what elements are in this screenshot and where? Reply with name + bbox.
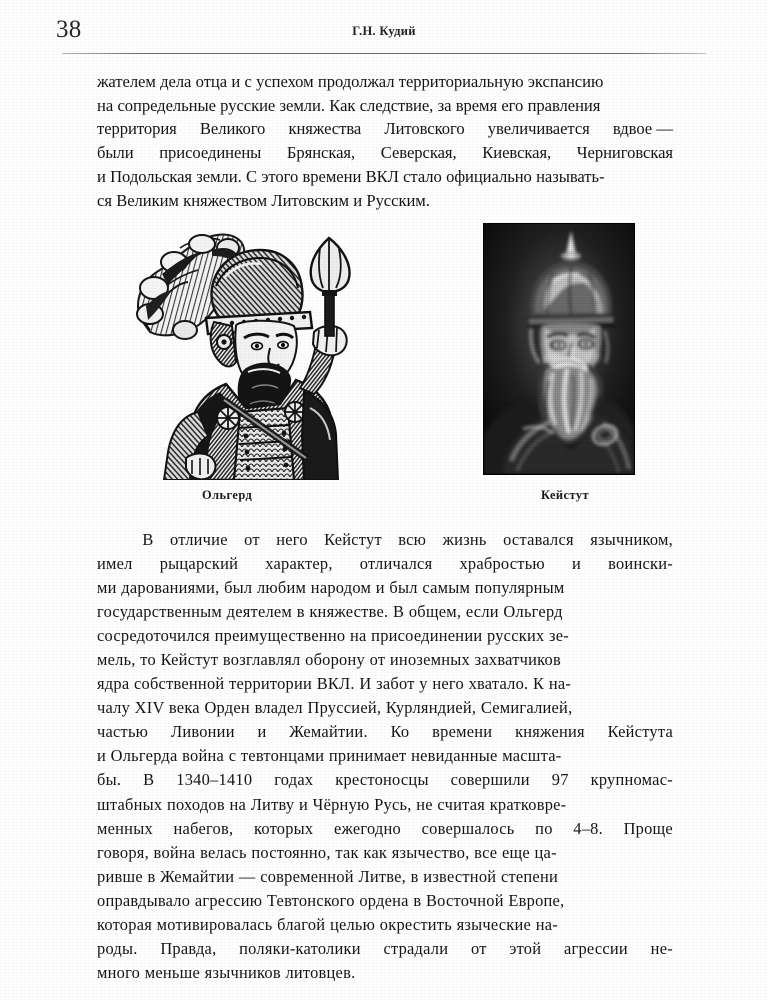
text-line: оправдывало агрессию Тевтонского ордена в Восточной Европе, — [97, 890, 565, 910]
text-line: ривше в Жемайтии — современной Литве, в известной степени — [97, 866, 558, 886]
figure-keistut — [483, 223, 635, 475]
first-line-indent — [97, 528, 126, 552]
text-line: частью Ливонии и Жемайтии. Ко времени княжения Кейстута — [97, 722, 673, 742]
text-line: на сопредельные русские земли. Как следствие, за время его правления — [97, 95, 601, 115]
text-line: и Ольгерда война с тевтонцами принимает невиданные масшта- — [97, 746, 562, 766]
text-line: В отличие от него Кейстут всю жизнь оставался язычником, — [97, 528, 673, 552]
paragraph-top-text — [97, 70, 673, 212]
text-line: бы. В 1340–1410 годах крестоносцы совершили 97 крупномас- — [97, 770, 673, 790]
header-divider — [62, 53, 706, 54]
text-line: штабных походов на Литву и Чёрную Русь, не считая кратковре- — [97, 794, 567, 814]
text-line: говоря, война велась постоянно, так как язычество, все еще ца- — [97, 842, 557, 862]
text-line: ся Великим княжеством Литовским и Русским. — [97, 190, 430, 210]
paragraph-main — [97, 528, 673, 985]
text-line: сосредоточился преимущественно на присоединении русских зе- — [97, 626, 570, 646]
text-line: ми дарованиями, был любим народом и был самым популярным — [97, 578, 565, 598]
page-number: 38 — [56, 16, 82, 43]
text-line: территория Великого княжества Литовского увеличивается вдвое — — [97, 119, 673, 139]
text-line: много меньше язычников литовцев. — [97, 962, 356, 982]
figure-olgerd — [128, 222, 360, 480]
text-line: имел рыцарский характер, отличался храбростью и воински- — [97, 554, 673, 574]
keistut-portrait-icon — [483, 223, 635, 475]
text-line: и Подольская земли. С этого времени ВКЛ стало официально называть- — [97, 166, 605, 186]
paragraph-top — [97, 70, 673, 212]
text-line: мель, то Кейстут возглавлял оборону от иноземных захватчиков — [97, 650, 561, 670]
text-line: чалу XIV века Орден владел Пруссией, Курляндией, Семигалией, — [97, 698, 573, 718]
text-line: государственным деятелем в княжестве. В общем, если Ольгерд — [97, 602, 563, 622]
text-line: роды. Правда, поляки-католики страдали от этой агрессии не- — [97, 938, 673, 958]
olgerd-engraving-icon — [128, 222, 360, 480]
text-line: менных набегов, которых ежегодно совершалось по 4–8. Проще — [97, 818, 673, 838]
caption-olgerd: Ольгерд — [202, 488, 253, 502]
paragraph-main-text — [97, 528, 673, 985]
running-head-title: Г.Н. Кудий — [352, 24, 416, 38]
caption-keistut: Кейстут — [541, 488, 590, 502]
text-line: жателем дела отца и с успехом продолжал территориальную экспансию — [97, 72, 604, 91]
text-line: ядра собственной территории ВКЛ. И забот у него хватало. К на- — [97, 674, 572, 694]
text-line: были присоединены Брянская, Северская, Киевская, Черниговская — [97, 143, 673, 163]
running-head — [0, 18, 768, 52]
text-line: которая мотивировалась благой целью окрестить языческие на- — [97, 914, 558, 934]
